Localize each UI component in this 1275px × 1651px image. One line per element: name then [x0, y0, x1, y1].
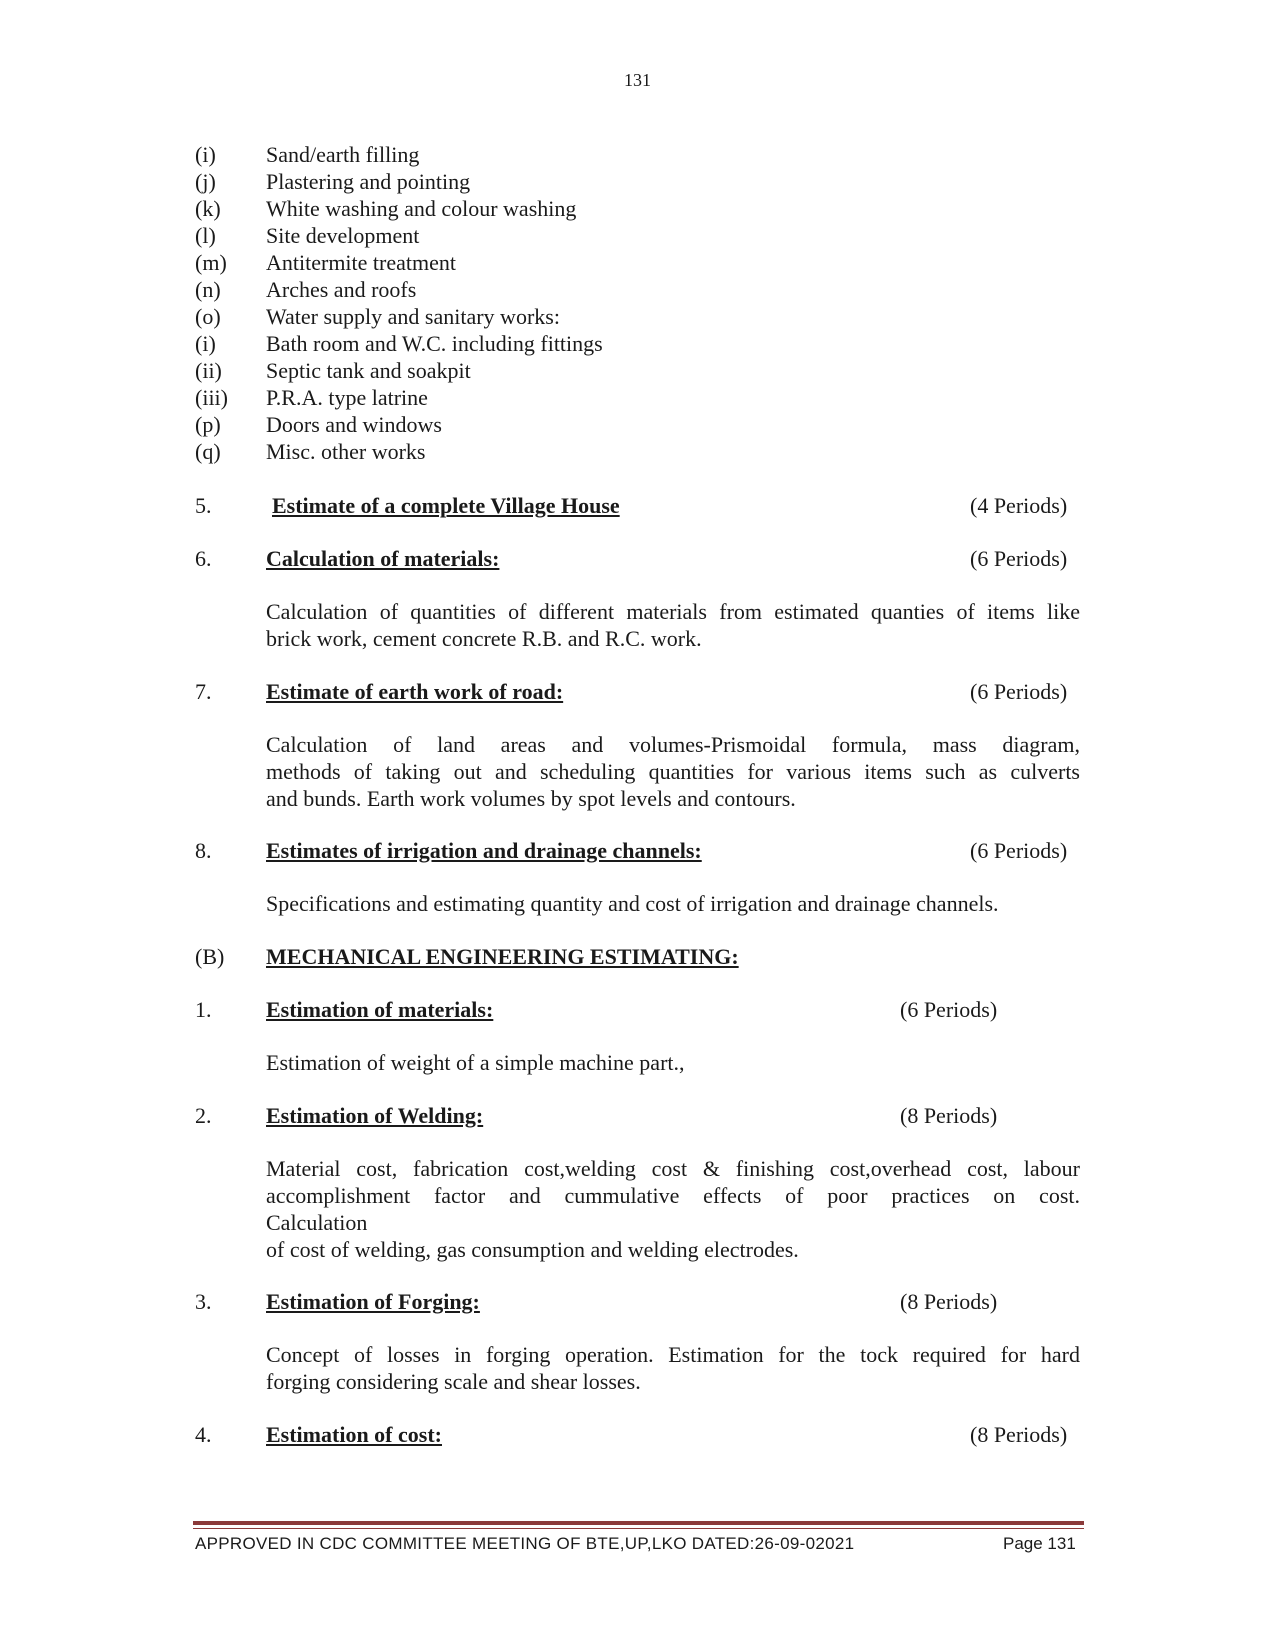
body-line: Calculation of quantities of different materials from estimated quanties of items like: [266, 599, 1080, 624]
section-heading-6: [195, 545, 1075, 573]
section-title: MECHANICAL ENGINEERING ESTIMATING:: [266, 944, 739, 969]
list-text: Misc. other works: [266, 439, 426, 464]
list-text: Site development: [266, 223, 420, 248]
section-heading-b: [195, 943, 1075, 971]
body-line: of cost of welding, gas consumption and welding electrodes.: [266, 1237, 799, 1262]
section-periods: (6 Periods): [970, 838, 1068, 863]
list-text: Septic tank and soakpit: [266, 358, 471, 383]
body-line: Calculation: [266, 1210, 368, 1235]
section-number: 5.: [195, 493, 212, 518]
section-heading-m4: [195, 1421, 1075, 1449]
list-item: [195, 357, 1055, 384]
list-item: [195, 222, 1055, 249]
list-item: [195, 438, 1055, 465]
list-text: White washing and colour washing: [266, 196, 577, 221]
section-periods: (8 Periods): [970, 1422, 1068, 1447]
section-number: 4.: [195, 1422, 212, 1447]
body-line: methods of taking out and scheduling quantities for various items such as culverts: [266, 759, 1080, 784]
section-title: Estimation of materials:: [266, 997, 494, 1022]
body-line: Material cost, fabrication cost,welding cost & finishing cost,overhead cost, labour: [266, 1156, 1080, 1181]
section-number: 1.: [195, 997, 212, 1022]
section-body-m3: [266, 1341, 1080, 1395]
list-item: [195, 168, 1055, 195]
body-line: accomplishment factor and cummulative effects of poor practices on cost.: [266, 1183, 1080, 1208]
section-heading-5: [195, 492, 1075, 520]
section-body-m2: [266, 1155, 1080, 1263]
footer-approval-note: APPROVED IN CDC COMMITTEE MEETING OF BTE,UP,LKO DATED:26-09-02021: [195, 1534, 855, 1553]
body-line: forging considering scale and shear losses.: [266, 1369, 641, 1394]
section-heading-m2: [195, 1102, 1075, 1130]
section-periods: (8 Periods): [900, 1103, 998, 1128]
section-title: Estimates of irrigation and drainage channels:: [266, 838, 702, 863]
section-title: Calculation of materials:: [266, 546, 500, 571]
section-periods: (4 Periods): [970, 493, 1068, 518]
section-heading-8: [195, 837, 1075, 865]
section-periods: (6 Periods): [970, 679, 1068, 704]
list-marker: (ii): [195, 358, 222, 383]
footer-divider-thin: [193, 1528, 1084, 1529]
list-text: P.R.A. type latrine: [266, 385, 428, 410]
body-line: Estimation of weight of a simple machine part.,: [266, 1050, 685, 1075]
list-item: [195, 141, 1055, 168]
list-item: [195, 411, 1055, 438]
item-list: [195, 141, 1055, 465]
list-text: Antitermite treatment: [266, 250, 456, 275]
body-line: Concept of losses in forging operation. Estimation for the tock required for hard: [266, 1342, 1080, 1367]
list-text: Water supply and sanitary works:: [266, 304, 560, 329]
body-line: Calculation of land areas and volumes-Prismoidal formula, mass diagram,: [266, 732, 1080, 757]
section-number: 3.: [195, 1289, 212, 1314]
list-text: Bath room and W.C. including fittings: [266, 331, 603, 356]
section-title: Estimate of earth work of road:: [266, 679, 564, 704]
footer-divider: [193, 1521, 1084, 1525]
section-heading-m3: [195, 1288, 1075, 1316]
section-number: 6.: [195, 546, 212, 571]
list-text: Plastering and pointing: [266, 169, 471, 194]
list-marker: (l): [195, 223, 216, 248]
section-number: (B): [195, 944, 225, 969]
body-line: brick work, cement concrete R.B. and R.C. work.: [266, 626, 702, 651]
section-number: 7.: [195, 679, 212, 704]
section-number: 2.: [195, 1103, 212, 1128]
footer-page-label: Page 131: [1003, 1534, 1076, 1553]
list-marker: (iii): [195, 385, 228, 410]
list-marker: (m): [195, 250, 227, 275]
list-item: [195, 195, 1055, 222]
list-marker: (p): [195, 412, 221, 437]
section-body-m1: [266, 1049, 1080, 1076]
section-body-8: [266, 890, 1080, 917]
section-periods: (6 Periods): [900, 997, 998, 1022]
section-heading-7: [195, 678, 1075, 706]
body-line: and bunds. Earth work volumes by spot levels and contours.: [266, 786, 796, 811]
body-line: Specifications and estimating quantity and cost of irrigation and drainage channels.: [266, 891, 999, 916]
section-heading-m1: [195, 996, 1075, 1024]
list-item: [195, 276, 1055, 303]
list-item: [195, 330, 1055, 357]
list-marker: (i): [195, 142, 216, 167]
list-item: [195, 303, 1055, 330]
list-marker: (j): [195, 169, 216, 194]
section-title: Estimation of cost:: [266, 1422, 442, 1447]
list-item: [195, 384, 1055, 411]
section-title: Estimation of Welding:: [266, 1103, 484, 1128]
list-marker: (q): [195, 439, 221, 464]
section-number: 8.: [195, 838, 212, 863]
section-title: Estimate of a complete Village House: [272, 493, 620, 518]
list-text: Arches and roofs: [266, 277, 417, 302]
list-marker: (o): [195, 304, 221, 329]
list-marker: (k): [195, 196, 221, 221]
section-body-7: [266, 731, 1080, 812]
list-text: Sand/earth filling: [266, 142, 420, 167]
list-marker: (n): [195, 277, 221, 302]
page-number: 131: [624, 70, 651, 90]
list-text: Doors and windows: [266, 412, 442, 437]
section-title: Estimation of Forging:: [266, 1289, 480, 1314]
section-periods: (6 Periods): [970, 546, 1068, 571]
section-body-6: [266, 598, 1080, 652]
section-periods: (8 Periods): [900, 1289, 998, 1314]
list-item: [195, 249, 1055, 276]
list-marker: (i): [195, 331, 216, 356]
